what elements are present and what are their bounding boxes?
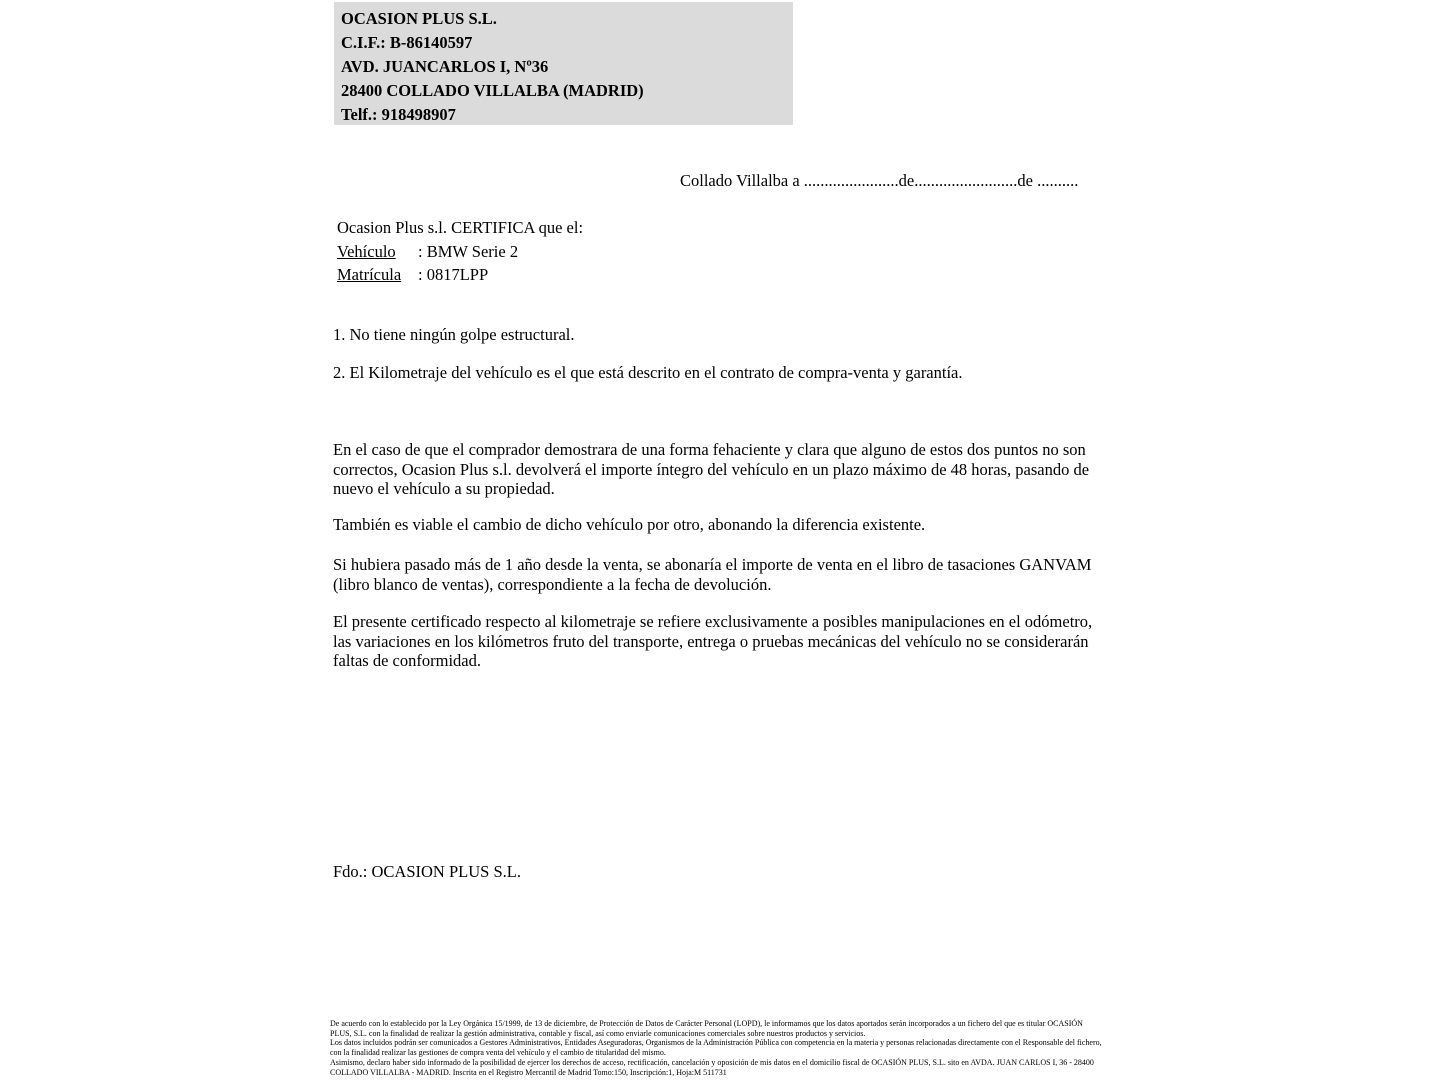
- company-header-box: [334, 2, 793, 125]
- plate-label: Matrícula: [337, 265, 402, 284]
- company-address: AVD. JUANCARLOS I, Nº36: [341, 57, 549, 76]
- plate-field: [337, 263, 583, 287]
- signature-line: Fdo.: OCASION PLUS S.L.: [333, 862, 521, 881]
- certified-point-2: 2. El Kilometraje del vehículo es el que está descrito en el contrato de compra-venta y garantía.: [333, 363, 963, 382]
- company-cif: C.I.F.: B-86140597: [341, 33, 473, 52]
- company-phone: Telf.: 918498907: [341, 105, 456, 124]
- legal-paragraph-lopd: De acuerdo con lo establecido por la Ley Orgánica 15/1999, de 13 de diciembre, de Protección de Datos de Carácter Personal (LOPD), le informamos que los datos aportados serán incorporados a un fichero del que es titular OCASIÓN PLUS, S.L. con la finalidad de realizar la gestión administrativa, contable y fiscal, así como enviarle comunicaciones comerciales sobre nuestros productos y servicios.: [330, 1019, 1083, 1038]
- vehicle-label: Vehículo: [337, 241, 396, 261]
- company-name: OCASION PLUS S.L.: [341, 9, 497, 28]
- company-city: 28400 COLLADO VILLALBA (MADRID): [341, 81, 644, 100]
- legal-paragraph-rights: Asimismo, declaro haber sido informado de la posibilidad de ejercer los derechos de acceso, rectificación, cancelación y oposición de mis datos en el domicilio fiscal de OCASIÓN PLUS, S.L. sito en AVDA. JUAN CARLOS I, 36 - 28400 COLLADO VILLALBA - MADRID. Inscrita en el Registro Mercantil de Madrid Tomo:150, Inscripción:1, Hoja:M 511731: [330, 1057, 1094, 1077]
- certified-point-1: 1. No tiene ningún golpe estructural.: [333, 325, 575, 344]
- exchange-clause-paragraph: También es viable el cambio de dicho vehículo por otro, abonando la diferencia existente.: [333, 515, 926, 534]
- plate-value: : 0817LPP: [418, 265, 489, 284]
- date-fill-in-line: Collado Villalba a .......................de.........................de ..........: [680, 171, 1079, 190]
- certification-block: [337, 216, 583, 287]
- vehicle-value: : BMW Serie 2: [418, 241, 519, 261]
- vehicle-field: [337, 240, 583, 264]
- valuation-clause-paragraph: Si hubiera pasado más de 1 año desde la venta, se abonaría el importe de venta en el libro de tasaciones GANVAM (libro blanco de ventas), correspondiente a la fecha de devolución.: [333, 555, 1092, 594]
- refund-clause-paragraph: En el caso de que el comprador demostrara de una forma fehaciente y clara que alguno de estos dos puntos no son correctos, Ocasion Plus s.l. devolverá el importe íntegro del vehículo en un plazo máximo de 48 horas, pasando de nuevo el vehículo a su propiedad.: [333, 440, 1090, 498]
- odometer-clause-paragraph: El presente certificado respecto al kilometraje se refiere exclusivamente a posibles manipulaciones en el odómetro, las variaciones en los kilómetros fruto del transporte, entrega o pruebas mecánicas del vehículo no se considerarán faltas de conformidad.: [333, 612, 1093, 670]
- certification-intro: Ocasion Plus s.l. CERTIFICA que el:: [337, 218, 584, 237]
- legal-fine-print: [330, 1019, 1102, 1077]
- legal-paragraph-data-sharing: Los datos incluidos podrán ser comunicados a Gestores Administrativos, Entidades Aseguradoras, Organismos de la Administración Pública con competencia en la materia y personas relacionadas directamente con el Responsable del fichero, con la finalidad realizar las gestiones de compra venta del vehículo y el cambio de titularidad del mismo.: [330, 1038, 1102, 1058]
